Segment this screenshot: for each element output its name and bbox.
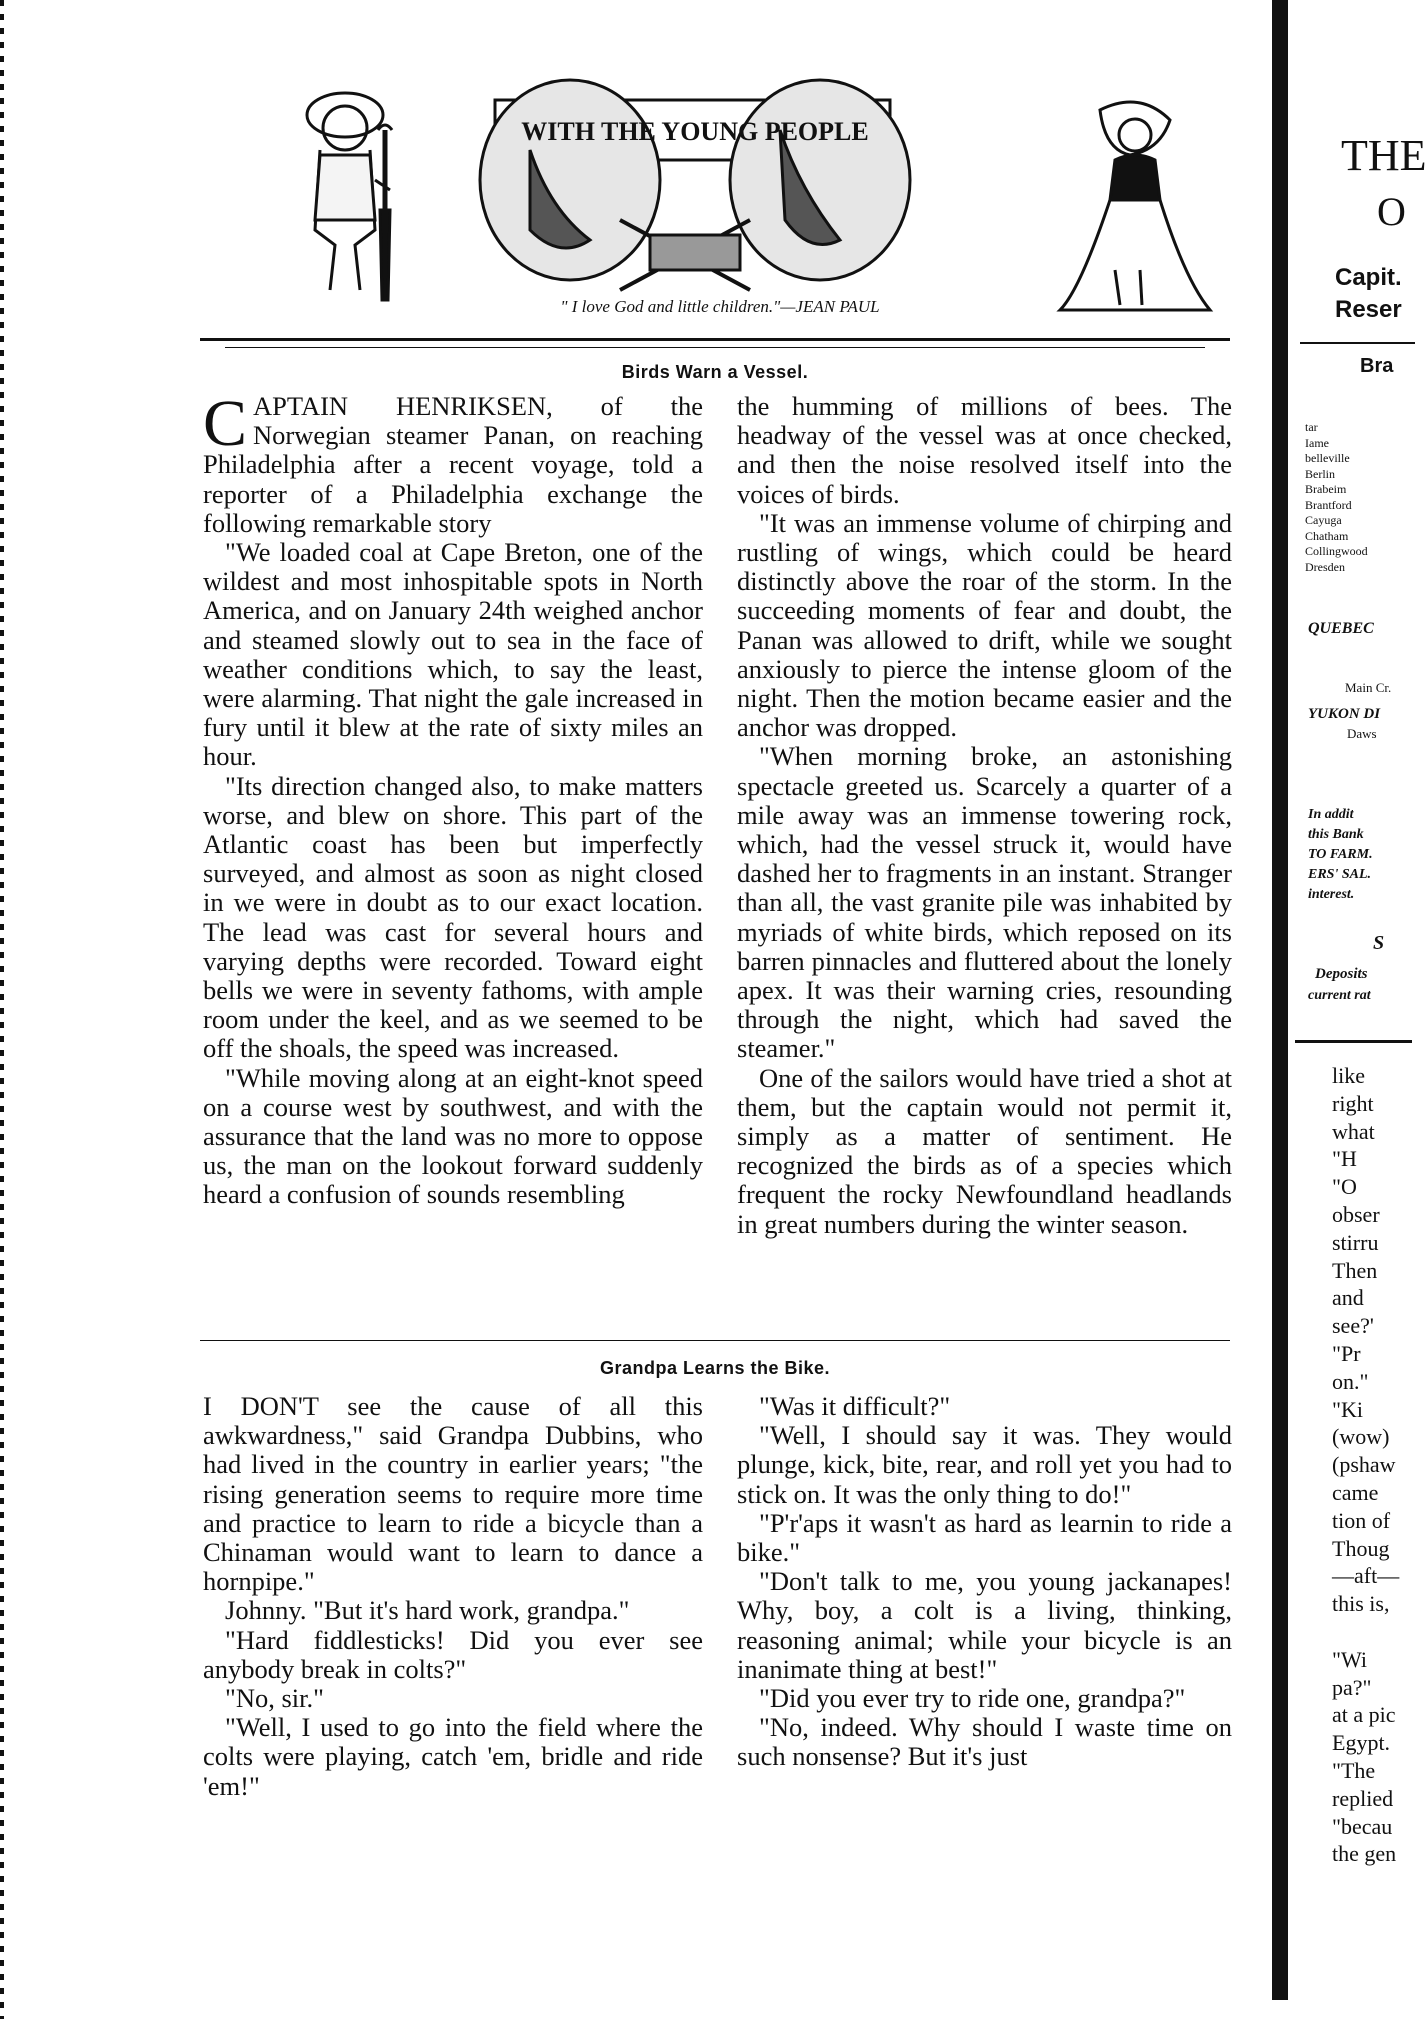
branch-item: tar — [1305, 420, 1318, 434]
banner-text: WITH THE YOUNG PEOPLE — [521, 117, 869, 146]
header-quote: " I love God and little children."—JEAN PAUL — [560, 297, 880, 316]
right-column-line: —aft— — [1332, 1563, 1400, 1589]
boy-figure — [307, 93, 392, 300]
in-addition-line: this Bank — [1308, 827, 1364, 842]
savings-label: S — [1373, 932, 1385, 954]
article1-title: Birds Warn a Vessel. — [621, 362, 809, 382]
right-column-line: "Pr — [1332, 1340, 1361, 1366]
page-spine — [1272, 0, 1288, 2000]
main-cr-label: Main Cr. — [1345, 680, 1392, 695]
branch-item: Iame — [1305, 435, 1329, 450]
right-column-line: "Wi — [1332, 1646, 1367, 1672]
in-addition-line: interest. — [1308, 887, 1355, 902]
article2-col1-para: Johnny. "But it's hard work, grandpa." — [225, 1595, 630, 1626]
right-column-line: "Ki — [1332, 1396, 1363, 1422]
right-column-line: this is, — [1332, 1591, 1390, 1617]
right-column-line: came — [1332, 1479, 1379, 1505]
right-column-line: replied — [1332, 1785, 1394, 1811]
right-column-line: obser — [1332, 1201, 1380, 1227]
right-rule-2 — [1295, 1040, 1412, 1043]
article2-col2-para: "No, indeed. Why should I waste time on such nonsense? But it's just — [737, 1712, 1232, 1772]
branch-item: Collingwood — [1305, 544, 1368, 558]
article2-col2-para: "Well, I should say it was. They would plunge, kick, bite, rear, and roll yet you had to stick on. It was the only thing to do!" — [737, 1420, 1232, 1509]
branch-item: Brantford — [1305, 497, 1352, 512]
branch-item: Cayuga — [1305, 513, 1342, 527]
banner-frame — [480, 80, 910, 290]
right-column-line: (pshaw — [1332, 1452, 1396, 1478]
article2-col1-para: "Hard fiddlesticks! Did you ever see anybody break in colts?" — [203, 1624, 703, 1684]
in-addition-line: ERS' SAL. — [1308, 867, 1372, 882]
right-column-line: "becau — [1332, 1813, 1393, 1839]
right-column-line: Thoug — [1332, 1535, 1390, 1561]
quebec-label: QUEBEC — [1308, 620, 1374, 637]
right-column-line: stirru — [1332, 1229, 1379, 1255]
right-column-line: tion of — [1332, 1507, 1391, 1533]
right-column-line: "H — [1332, 1146, 1357, 1172]
right-column-line: and — [1332, 1285, 1364, 1311]
article2-col2-para: "Don't talk to me, you young jackanapes! Why, boy, a colt is a living, thinking, reasoning animal; while your bicycle is an inanimate thing at best!" — [737, 1566, 1232, 1684]
in-addition-line: TO FARM. — [1308, 847, 1373, 862]
bank-title-line1: THE — [1341, 131, 1427, 180]
right-column-line: see?' — [1332, 1313, 1374, 1339]
right-column-line: like — [1332, 1063, 1365, 1088]
branches-heading: Bra — [1360, 355, 1394, 377]
branch-item: Chatham — [1305, 528, 1349, 543]
article1-col2 — [737, 392, 1232, 1239]
deposits-label: Deposits — [1315, 966, 1368, 982]
article1-col1-para: CAPTAIN HENRIKSEN, of the Norwegian steamer Panan, on reaching Philadelphia after a recent voyage, told a reporter of a Philadelphia exchange the following remarkable story — [203, 387, 703, 538]
right-column-line: what — [1332, 1118, 1375, 1144]
branch-item: Brabeim — [1305, 482, 1347, 496]
article1-col2-para: One of the sailors would have tried a shot at them, but the captain would not permit it, simply as a matter of sentiment. He recognized the birds as of a species which frequent the rocky Newfoundland headlands in great numbers during the winter season. — [737, 1062, 1232, 1239]
daws-label: Daws — [1347, 726, 1377, 741]
branch-item: Dresden — [1305, 559, 1345, 574]
article1-col1-para: "We loaded coal at Cape Breton, one of the wildest and most inhospitable spots in North America, and on January 24th weighed anchor and steamed slowly out to sea in the face of weather conditions which, to say the least, were alarming. That night the gale increased in fury until it blew at the rate of sixty miles an hour. — [203, 537, 703, 772]
article2-title: Grandpa Learns the Bike. — [599, 1358, 831, 1378]
article-divider — [200, 1340, 1230, 1341]
right-column-line: "The — [1332, 1757, 1376, 1783]
right-column-line: "O — [1332, 1174, 1357, 1200]
reserve-label: Reser — [1335, 296, 1402, 323]
right-column-line: (wow) — [1332, 1424, 1390, 1450]
article1-col2-para: "It was an immense volume of chirping and rustling of wings, which could be heard distinctly above the roar of the storm. In the succeeding moments of fear and doubt, the Panan was allowed to drift, while we sought anxiously to pierce the intense gloom of the night. Then the motion became easier and the anchor was dropped. — [737, 507, 1232, 743]
article2-col1-para: I DON'T see the cause of all this awkwardness," said Grandpa Dubbins, who had lived in the country in earlier years; "the rising generation seems to require more time and practice to learn to ride a bicycle than a Chinaman would want to learn to dance a hornpipe." — [203, 1391, 703, 1597]
header-rule-thin — [225, 347, 1205, 348]
right-column-line — [1332, 1618, 1399, 1646]
branches-list — [1305, 420, 1368, 575]
in-addition-line: In addit — [1308, 807, 1354, 822]
girl-figure — [1060, 102, 1210, 310]
yukon-label: YUKON DI — [1308, 706, 1381, 722]
article1-col1 — [203, 387, 703, 1210]
article2-col1-para: "Well, I used to go into the field where the colts were playing, catch 'em, bridle and ride 'em!" — [203, 1712, 703, 1801]
current-rate-label: current rat — [1308, 988, 1371, 1003]
article2-col1-para: "No, sir." — [225, 1683, 324, 1714]
article2-col1 — [203, 1392, 703, 1801]
right-column-line: pa?" — [1332, 1674, 1372, 1700]
right-column-line: on." — [1332, 1368, 1369, 1394]
in-addition-block — [1308, 805, 1373, 905]
right-column-line: Then — [1332, 1257, 1378, 1283]
article1-col2-para: the humming of millions of bees. The headway of the vessel was at once checked, and then the noise resolved itself into the voices of birds. — [737, 391, 1232, 509]
right-column-line: Egypt. — [1332, 1730, 1391, 1756]
right-column-line: the gen — [1332, 1841, 1397, 1867]
article2-col2-para: "Did you ever try to ride one, grandpa?" — [759, 1683, 1186, 1714]
branch-item: belleville — [1305, 451, 1350, 465]
drop-cap: C — [203, 387, 248, 460]
article2-col2-para: "P'r'aps it wasn't as hard as learnin to ride a bike." — [737, 1507, 1232, 1568]
article1-col1-para: "While moving along at an eight-knot speed on a course west by southwest, and with the assurance that the land was no more to oppose us, the man on the lookout forward suddenly heard a confusion of sounds resembling — [203, 1062, 703, 1210]
right-column-text — [1332, 1062, 1399, 1868]
branch-item: Berlin — [1305, 466, 1335, 481]
article2-col2 — [737, 1392, 1232, 1772]
right-column-line: at a pic — [1332, 1702, 1396, 1728]
right-page — [1295, 0, 1427, 2019]
header-rule — [200, 338, 1230, 341]
bank-title-line2: O — [1377, 189, 1406, 234]
article1-col1-para: "Its direction changed also, to make matters worse, and blew on shore. This part of the Atlantic coast has been but imperfectly surveyed, and almost as soon as night closed in we were in doubt as to our exact location. The lead was cast for several hours and varying depths were recorded. Toward eight bells we were in seventy fathoms, with ample room under the keel, and as we seemed to be off the shoals, the speed was increased. — [203, 770, 703, 1064]
article2-col2-para: "Was it difficult?" — [759, 1391, 951, 1421]
right-rule — [1300, 342, 1415, 344]
left-scan-edge — [0, 0, 4, 2019]
article1-col2-para: "When morning broke, an astonishing spectacle greeted us. Scarcely a quarter of a mile away was an immense towering rock, which, had the vessel struck it, would have dashed her to fragments in an instant. Stranger than all, the vast granite pile was inhabited by myriads of white birds, which reposed on its barren pinnacles and fluttered about the lonely apex. It was their warning cries, resounding through the night, which had saved the steamer." — [737, 741, 1232, 1064]
capital-label: Capit. — [1335, 264, 1402, 291]
right-column-line: right — [1332, 1090, 1374, 1116]
